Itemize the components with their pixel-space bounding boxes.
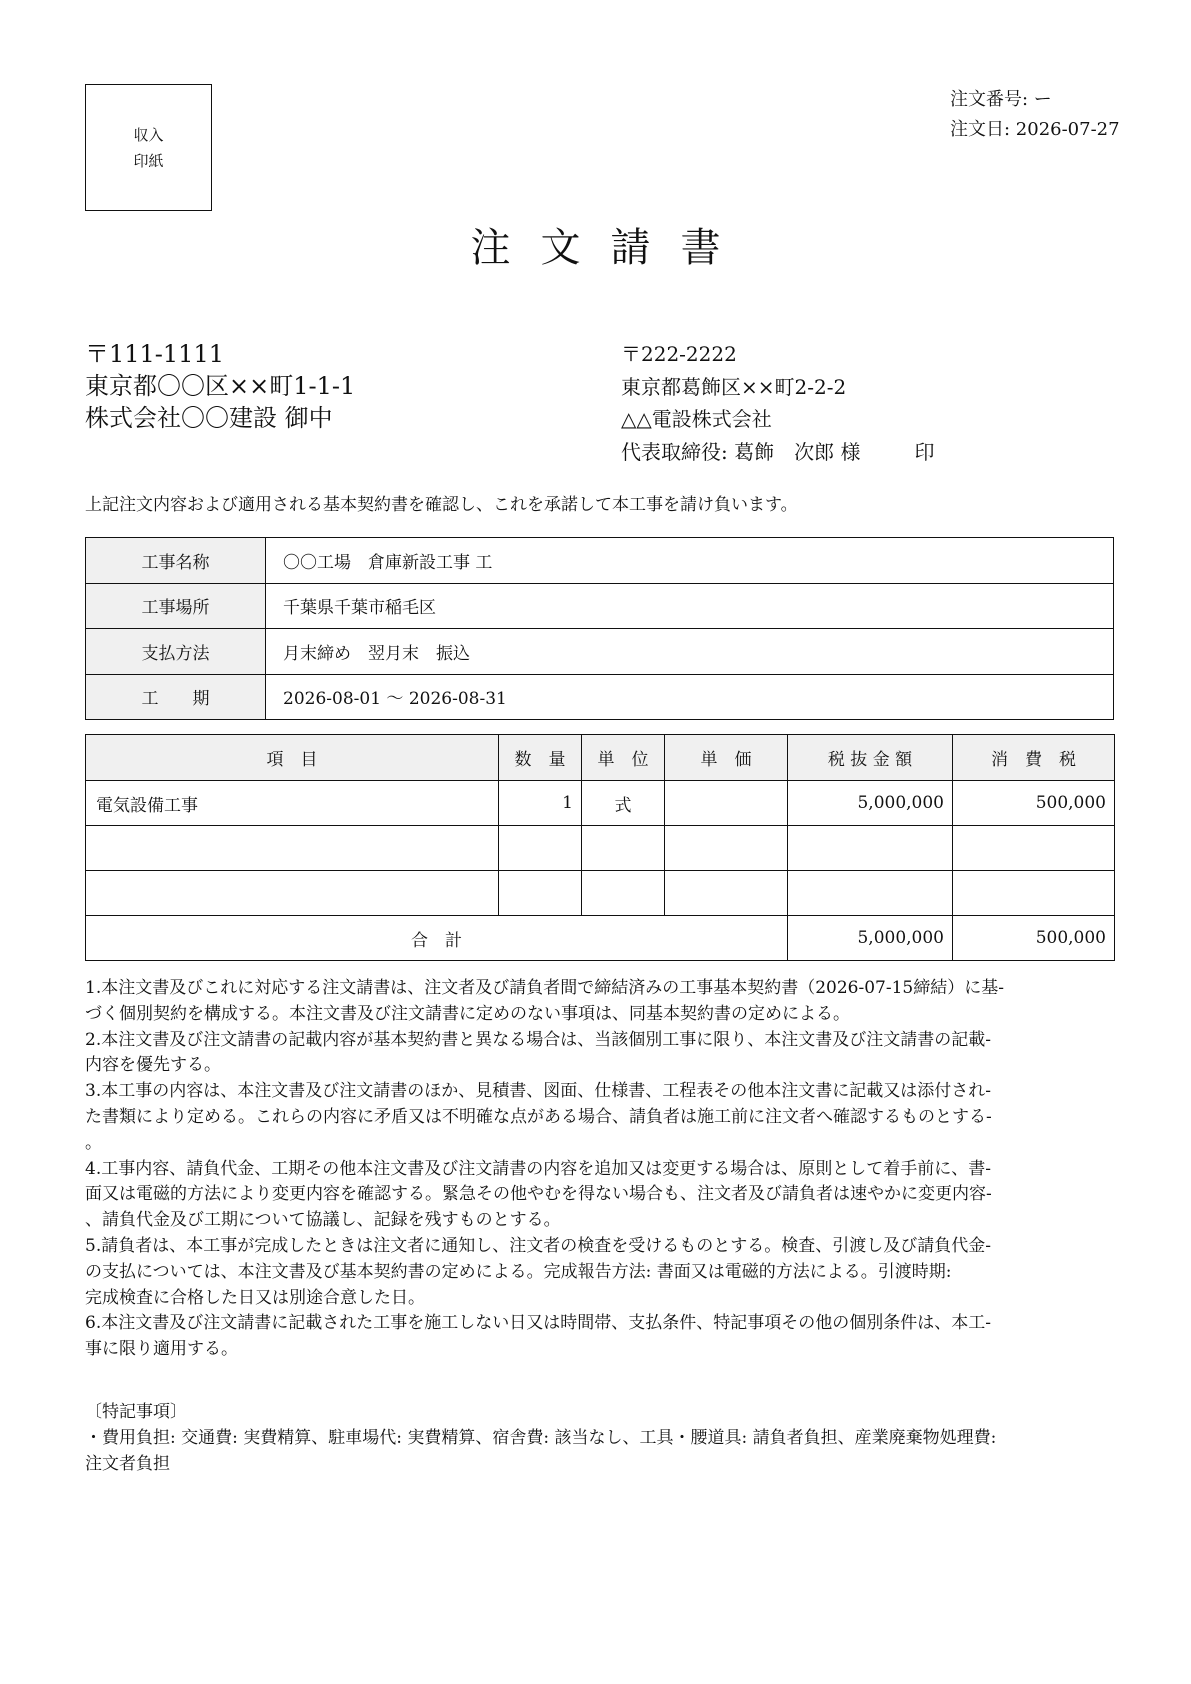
document-title: 注文請書 [470,225,751,271]
info-row-period [86,674,1114,720]
cell-amount: 5,000,000 [788,781,953,826]
total-amount: 5,000,000 [788,916,953,961]
total-row [86,916,1115,961]
cell-tax [953,871,1115,916]
table-row [86,871,1115,916]
cell-unit-price [665,781,788,826]
cell-unit: 式 [582,781,665,826]
cell-item: 電気設備工事 [86,781,499,826]
recipient-address: 東京都〇〇区××町1-1-1 [85,372,356,400]
sender-company: △△電設株式会社 [621,407,772,431]
contract-terms [85,976,1114,1363]
terms-line: 事に限り適用する。 [85,1339,238,1360]
order-date: 注文日: 2026-07-27 [950,119,1120,140]
terms-line: 3.本工事の内容は、本注文書及び注文請書のほか、見積書、図面、仕様書、工程表その他本注文書に記載又は添付され- [85,1081,991,1102]
cell-unit [582,826,665,871]
cell-quantity: 1 [499,781,582,826]
seal-mark: 印 [914,439,935,464]
items-table [85,734,1115,961]
cell-quantity [499,826,582,871]
cell-amount [788,826,953,871]
info-label: 工事名称 [86,538,266,584]
construction-info-table [85,537,1114,720]
terms-line: づく個別契約を構成する。本注文書及び注文請書に定めのない事項は、同基本契約書の定めによる。 [85,1003,850,1024]
info-value: 2026-08-01 ～ 2026-08-31 [266,674,1114,720]
terms-line: 5.請負者は、本工事が完成したときは注文者に通知し、注文者の検査を受けるものとする。検査、引渡し及び請負代金- [85,1235,991,1256]
header-unit-price: 単 価 [665,735,788,781]
terms-line: 2.本注文書及び注文請書の記載内容が基本契約書と異なる場合は、当該個別工事に限り、本注文書及び注文請書の記載- [85,1029,991,1050]
terms-line: た書類により定める。これらの内容に矛盾又は不明確な点がある場合、請負者は施工前に注文者へ確認するものとする- [85,1106,992,1127]
cell-amount [788,871,953,916]
sender-postal: 〒222-2222 [621,342,737,366]
header-consumption-tax: 消 費 税 [953,735,1115,781]
special-notes-line: 注文者負担 [85,1453,170,1474]
sender-representative: 代表取締役: 葛飾 次郎 様 [621,439,861,464]
info-row-location [86,583,1114,629]
special-notes-heading: 〔特記事項〕 [85,1402,187,1422]
cell-unit-price [665,871,788,916]
terms-line: 完成検査に合格した日又は別途合意した日。 [85,1287,425,1308]
recipient-address-block [85,338,355,434]
cell-unit-price [665,826,788,871]
terms-line: 面又は電磁的方法により変更内容を確認する。緊急その他やむを得ない場合も、注文者及び請負者は速やかに変更内容- [85,1184,992,1205]
cell-tax: 500,000 [953,781,1115,826]
stamp-label-line2: 印紙 [133,151,164,170]
order-number: 注文番号: ー [950,89,1052,110]
info-row-name [86,538,1114,584]
info-value: 〇〇工場 倉庫新設工事 工 [266,538,1114,584]
sender-representative-line [621,436,934,469]
info-value: 千葉県千葉市稲毛区 [266,583,1114,629]
cell-item [86,871,499,916]
terms-line: 1.本注文書及びこれに対応する注文請書は、注文者及び請負者間で締結済みの工事基本契約書（2026-07-15締結）に基- [85,978,1004,998]
stamp-label-line1: 収入 [133,125,164,144]
terms-line: 4.工事内容、請負代金、工期その他本注文書及び注文請書の内容を追加又は変更する場合は、原則として着手前に、書- [85,1158,991,1179]
cell-unit [582,871,665,916]
info-value: 月末締め 翌月末 振込 [266,629,1114,675]
order-meta [950,85,1120,145]
recipient-name: 株式会社〇〇建設 御中 [85,404,333,432]
header-amount-excl-tax: 税 抜 金 額 [788,735,953,781]
recipient-postal: 〒111-1111 [85,340,224,368]
terms-line: 、請負代金及び工期について協議し、記録を残すものとする。 [85,1210,561,1231]
header-item: 項 目 [86,735,499,781]
info-label: 支払方法 [86,629,266,675]
total-label: 合 計 [86,916,788,961]
cell-tax [953,826,1115,871]
terms-line: 内容を優先する。 [85,1055,221,1076]
sender-address: 東京都葛飾区××町2-2-2 [621,374,847,399]
header-unit: 単 位 [582,735,665,781]
special-notes [85,1400,1114,1477]
table-row [86,826,1115,871]
items-header-row [86,735,1115,781]
table-row [86,781,1115,826]
acceptance-statement: 上記注文内容および適用される基本契約書を確認し、これを承諾して本工事を請け負います。 [85,495,798,515]
terms-line: 。 [85,1132,102,1153]
terms-line: 6.本注文書及び注文請書に記載された工事を施工しない日又は時間帯、支払条件、特記事項その他の個別条件は、本工- [85,1313,991,1334]
revenue-stamp-box [85,84,212,211]
info-label: 工 期 [86,674,266,720]
cell-item [86,826,499,871]
special-notes-line: ・費用負担: 交通費: 実費精算、駐車場代: 実費精算、宿舎費: 該当なし、工具・腰道具: 請負者負担、産業廃棄物処理費: [85,1427,997,1448]
header-quantity: 数 量 [499,735,582,781]
sender-address-block [621,338,934,468]
total-tax: 500,000 [953,916,1115,961]
cell-quantity [499,871,582,916]
terms-line: の支払については、本注文書及び基本契約書の定めによる。完成報告方法: 書面又は電磁的方法による。引渡時期: [85,1261,952,1282]
info-row-payment [86,629,1114,675]
info-label: 工事場所 [86,583,266,629]
